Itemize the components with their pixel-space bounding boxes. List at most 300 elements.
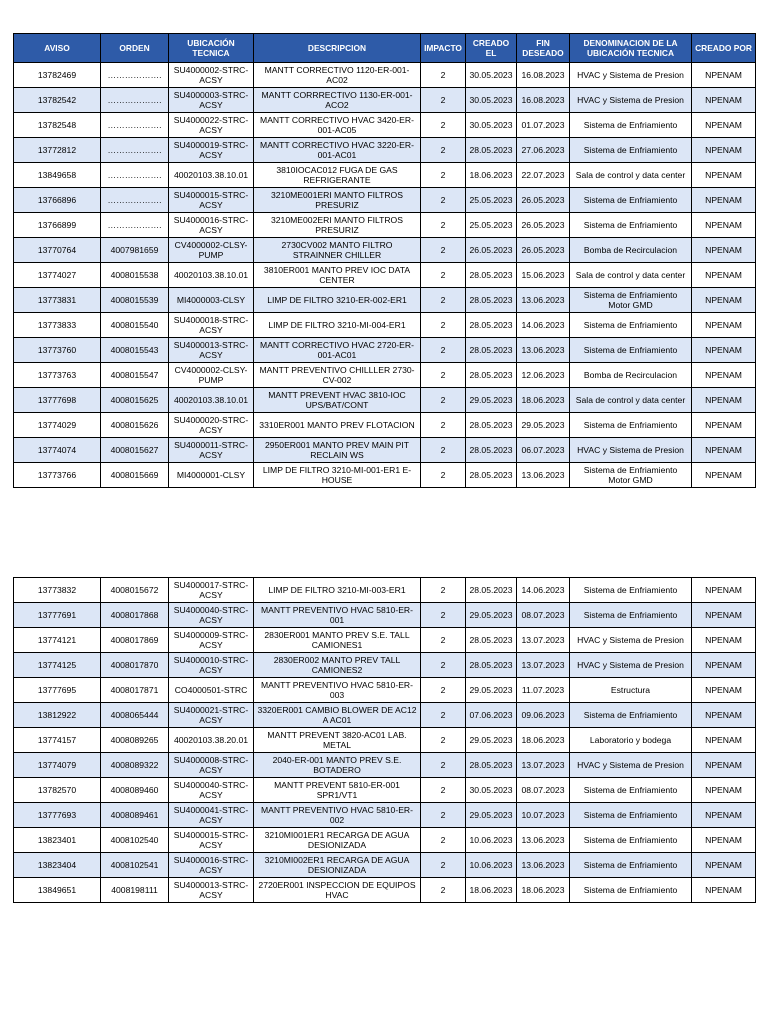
cell-denominacion: Sala de control y data center (570, 163, 692, 188)
table-row (14, 213, 756, 238)
cell-impacto: 2 (421, 753, 466, 778)
cell-creado-el: 28.05.2023 (466, 628, 517, 653)
cell-creado-por: NPENAM (692, 88, 756, 113)
cell-ubicacion-tecnica: SU4000040-STRC-ACSY (169, 778, 254, 803)
cell-creado-el: 28.05.2023 (466, 363, 517, 388)
cell-aviso: 13774125 (14, 653, 101, 678)
table-row (14, 438, 756, 463)
cell-creado-por: NPENAM (692, 63, 756, 88)
table-row (14, 778, 756, 803)
cell-orden: 4008017870 (101, 653, 169, 678)
cell-creado-el: 28.05.2023 (466, 288, 517, 313)
cell-creado-por: NPENAM (692, 113, 756, 138)
cell-creado-el: 28.05.2023 (466, 438, 517, 463)
cell-impacto: 2 (421, 338, 466, 363)
table-row (14, 678, 756, 703)
cell-orden: ………………. (101, 188, 169, 213)
table-row (14, 113, 756, 138)
cell-ubicacion-tecnica: SU4000013-STRC-ACSY (169, 338, 254, 363)
cell-denominacion: Sistema de Enfriamiento (570, 413, 692, 438)
cell-orden: 4008015543 (101, 338, 169, 363)
cell-descripcion: MANTT PREVENT 5810-ER-001 SPR1/VT1 (254, 778, 421, 803)
table-header-row (14, 34, 756, 63)
cell-creado-el: 29.05.2023 (466, 388, 517, 413)
cell-descripcion: LIMP DE FILTRO 3210-ER-002-ER1 (254, 288, 421, 313)
cell-fin-deseado: 12.06.2023 (517, 363, 570, 388)
cell-denominacion: Bomba de Recirculacion (570, 238, 692, 263)
cell-aviso: 13849658 (14, 163, 101, 188)
cell-ubicacion-tecnica: SU4000018-STRC-ACSY (169, 313, 254, 338)
cell-descripcion: MANTT PREVENT HVAC 3810-IOC UPS/BAT/CONT (254, 388, 421, 413)
cell-aviso: 13766899 (14, 213, 101, 238)
cell-descripcion: 3810ER001 MANTO PREV IOC DATA CENTER (254, 263, 421, 288)
cell-orden: 4008198111 (101, 878, 169, 903)
cell-descripcion: MANTT PREVENTIVO HVAC 5810-ER-002 (254, 803, 421, 828)
cell-aviso: 13774027 (14, 263, 101, 288)
cell-descripcion: 3320ER001 CAMBIO BLOWER DE AC12 A AC01 (254, 703, 421, 728)
table-body-2 (14, 578, 756, 903)
cell-denominacion: Sistema de Enfriamiento (570, 878, 692, 903)
cell-denominacion: HVAC y Sistema de Presion (570, 628, 692, 653)
cell-ubicacion-tecnica: 40020103.38.10.01 (169, 388, 254, 413)
cell-impacto: 2 (421, 878, 466, 903)
cell-descripcion: 2040-ER-001 MANTO PREV S.E. BOTADERO (254, 753, 421, 778)
cell-creado-el: 30.05.2023 (466, 778, 517, 803)
cell-fin-deseado: 13.07.2023 (517, 653, 570, 678)
cell-aviso: 13766896 (14, 188, 101, 213)
table-row (14, 703, 756, 728)
table-row (14, 463, 756, 488)
cell-fin-deseado: 13.06.2023 (517, 288, 570, 313)
header-fin-deseado: FIN DESEADO (517, 34, 570, 63)
table-row (14, 288, 756, 313)
cell-fin-deseado: 22.07.2023 (517, 163, 570, 188)
cell-aviso: 13773831 (14, 288, 101, 313)
cell-denominacion: Sistema de Enfriamiento (570, 578, 692, 603)
cell-fin-deseado: 13.07.2023 (517, 628, 570, 653)
cell-creado-por: NPENAM (692, 603, 756, 628)
cell-ubicacion-tecnica: SU4000019-STRC-ACSY (169, 138, 254, 163)
cell-aviso: 13773766 (14, 463, 101, 488)
cell-creado-el: 28.05.2023 (466, 578, 517, 603)
cell-descripcion: 2950ER001 MANTO PREV MAIN PIT RECLAIN WS (254, 438, 421, 463)
cell-creado-el: 30.05.2023 (466, 88, 517, 113)
cell-impacto: 2 (421, 213, 466, 238)
cell-descripcion: MANTT PREVENT 3820-AC01 LAB. METAL (254, 728, 421, 753)
cell-creado-el: 26.05.2023 (466, 238, 517, 263)
table-row (14, 188, 756, 213)
cell-creado-el: 28.05.2023 (466, 138, 517, 163)
cell-denominacion: Sistema de Enfriamiento (570, 828, 692, 853)
table-row (14, 363, 756, 388)
cell-aviso: 13849651 (14, 878, 101, 903)
cell-orden: ………………. (101, 213, 169, 238)
cell-descripcion: MANTT CORRECTIVO HVAC 3420-ER-001-AC05 (254, 113, 421, 138)
table-row (14, 728, 756, 753)
cell-impacto: 2 (421, 313, 466, 338)
cell-denominacion: Bomba de Recirculacion (570, 363, 692, 388)
cell-aviso: 13812922 (14, 703, 101, 728)
cell-creado-por: NPENAM (692, 578, 756, 603)
cell-creado-por: NPENAM (692, 463, 756, 488)
cell-creado-por: NPENAM (692, 313, 756, 338)
cell-ubicacion-tecnica: SU4000016-STRC-ACSY (169, 213, 254, 238)
cell-descripcion: 2830ER001 MANTO PREV S.E. TALL CAMIONES1 (254, 628, 421, 653)
cell-ubicacion-tecnica: MI4000003-CLSY (169, 288, 254, 313)
cell-aviso: 13774079 (14, 753, 101, 778)
cell-creado-por: NPENAM (692, 678, 756, 703)
cell-ubicacion-tecnica: SU4000009-STRC-ACSY (169, 628, 254, 653)
cell-fin-deseado: 15.06.2023 (517, 263, 570, 288)
cell-creado-por: NPENAM (692, 438, 756, 463)
cell-ubicacion-tecnica: SU4000041-STRC-ACSY (169, 803, 254, 828)
table-row (14, 413, 756, 438)
cell-fin-deseado: 26.05.2023 (517, 188, 570, 213)
cell-orden: 4008015669 (101, 463, 169, 488)
cell-descripcion: LIMP DE FILTRO 3210-MI-003-ER1 (254, 578, 421, 603)
cell-descripcion: 3210MI002ER1 RECARGA DE AGUA DESIONIZADA (254, 853, 421, 878)
cell-descripcion: 3310ER001 MANTO PREV FLOTACION (254, 413, 421, 438)
cell-ubicacion-tecnica: 40020103.38.10.01 (169, 263, 254, 288)
table-row (14, 603, 756, 628)
cell-ubicacion-tecnica: SU4000015-STRC-ACSY (169, 188, 254, 213)
cell-orden: 4008015547 (101, 363, 169, 388)
cell-ubicacion-tecnica: SU4000011-STRC-ACSY (169, 438, 254, 463)
cell-ubicacion-tecnica: SU4000021-STRC-ACSY (169, 703, 254, 728)
cell-impacto: 2 (421, 803, 466, 828)
header-ubicacion-tecnica: UBICACIÓN TECNICA (169, 34, 254, 63)
table-row (14, 163, 756, 188)
cell-creado-el: 29.05.2023 (466, 728, 517, 753)
cell-creado-el: 28.05.2023 (466, 463, 517, 488)
cell-aviso: 13823401 (14, 828, 101, 853)
cell-orden: ………………. (101, 113, 169, 138)
table-row (14, 653, 756, 678)
cell-aviso: 13782570 (14, 778, 101, 803)
cell-creado-por: NPENAM (692, 778, 756, 803)
table-row (14, 263, 756, 288)
cell-impacto: 2 (421, 438, 466, 463)
cell-orden: 4008015672 (101, 578, 169, 603)
cell-creado-por: NPENAM (692, 138, 756, 163)
cell-creado-por: NPENAM (692, 753, 756, 778)
header-descripcion: DESCRIPCION (254, 34, 421, 63)
cell-aviso: 13772812 (14, 138, 101, 163)
table-row (14, 138, 756, 163)
cell-fin-deseado: 11.07.2023 (517, 678, 570, 703)
cell-fin-deseado: 18.06.2023 (517, 878, 570, 903)
cell-impacto: 2 (421, 388, 466, 413)
cell-denominacion: HVAC y Sistema de Presion (570, 653, 692, 678)
cell-fin-deseado: 27.06.2023 (517, 138, 570, 163)
cell-fin-deseado: 26.05.2023 (517, 213, 570, 238)
cell-descripcion: MANTT PREVENTIVO CHILLLER 2730-CV-002 (254, 363, 421, 388)
cell-aviso: 13774074 (14, 438, 101, 463)
cell-fin-deseado: 16.08.2023 (517, 88, 570, 113)
cell-aviso: 13777698 (14, 388, 101, 413)
cell-creado-el: 29.05.2023 (466, 803, 517, 828)
cell-impacto: 2 (421, 63, 466, 88)
cell-ubicacion-tecnica: 40020103.38.20.01 (169, 728, 254, 753)
cell-creado-el: 30.05.2023 (466, 113, 517, 138)
cell-impacto: 2 (421, 163, 466, 188)
cell-creado-por: NPENAM (692, 213, 756, 238)
cell-fin-deseado: 08.07.2023 (517, 778, 570, 803)
cell-impacto: 2 (421, 678, 466, 703)
cell-descripcion: 2720ER001 INSPECCION DE EQUIPOS HVAC (254, 878, 421, 903)
cell-denominacion: HVAC y Sistema de Presion (570, 753, 692, 778)
header-denominacion: DENOMINACION DE LA UBICACIÓN TECNICA (570, 34, 692, 63)
table-row (14, 828, 756, 853)
cell-denominacion: HVAC y Sistema de Presion (570, 438, 692, 463)
cell-fin-deseado: 14.06.2023 (517, 578, 570, 603)
cell-orden: 4008017871 (101, 678, 169, 703)
cell-denominacion: Sistema de Enfriamiento (570, 313, 692, 338)
cell-creado-por: NPENAM (692, 263, 756, 288)
cell-fin-deseado: 13.07.2023 (517, 753, 570, 778)
cell-aviso: 13770764 (14, 238, 101, 263)
cell-orden: ………………. (101, 63, 169, 88)
cell-creado-el: 28.05.2023 (466, 413, 517, 438)
table-row (14, 753, 756, 778)
cell-ubicacion-tecnica: SU4000016-STRC-ACSY (169, 853, 254, 878)
cell-creado-por: NPENAM (692, 853, 756, 878)
cell-aviso: 13782548 (14, 113, 101, 138)
cell-aviso: 13782542 (14, 88, 101, 113)
cell-denominacion: Sistema de Enfriamiento (570, 853, 692, 878)
header-creado-por: CREADO POR (692, 34, 756, 63)
work-orders-table-1 (13, 33, 756, 488)
cell-descripcion: MANTT CORRRECTIVO 1130-ER-001-ACO2 (254, 88, 421, 113)
cell-aviso: 13777691 (14, 603, 101, 628)
cell-creado-el: 18.06.2023 (466, 878, 517, 903)
table-row (14, 388, 756, 413)
cell-ubicacion-tecnica: CV4000002-CLSY-PUMP (169, 238, 254, 263)
cell-descripcion: 3210ME002ERI MANTO FILTROS PRESURIZ (254, 213, 421, 238)
cell-creado-por: NPENAM (692, 878, 756, 903)
cell-denominacion: Sistema de Enfriamiento (570, 138, 692, 163)
cell-impacto: 2 (421, 238, 466, 263)
cell-denominacion: Sistema de Enfriamiento (570, 338, 692, 363)
cell-denominacion: Sistema de Enfriamiento (570, 778, 692, 803)
cell-orden: ………………. (101, 88, 169, 113)
cell-creado-el: 18.06.2023 (466, 163, 517, 188)
cell-creado-el: 29.05.2023 (466, 603, 517, 628)
cell-fin-deseado: 06.07.2023 (517, 438, 570, 463)
cell-impacto: 2 (421, 88, 466, 113)
cell-aviso: 13774121 (14, 628, 101, 653)
cell-fin-deseado: 14.06.2023 (517, 313, 570, 338)
cell-creado-por: NPENAM (692, 728, 756, 753)
cell-creado-el: 28.05.2023 (466, 653, 517, 678)
header-aviso: AVISO (14, 34, 101, 63)
cell-descripcion: MANTT PREVENTIVO HVAC 5810-ER-001 (254, 603, 421, 628)
table-body-1 (14, 63, 756, 488)
cell-orden: 4008015538 (101, 263, 169, 288)
cell-creado-por: NPENAM (692, 413, 756, 438)
cell-denominacion: Sistema de Enfriamiento (570, 213, 692, 238)
cell-denominacion: Sala de control y data center (570, 388, 692, 413)
cell-impacto: 2 (421, 263, 466, 288)
table-row (14, 628, 756, 653)
cell-ubicacion-tecnica: SU4000020-STRC-ACSY (169, 413, 254, 438)
cell-ubicacion-tecnica: CO4000501-STRC (169, 678, 254, 703)
cell-creado-por: NPENAM (692, 188, 756, 213)
cell-descripcion: MANTT CORRECTIVO HVAC 2720-ER-001-AC01 (254, 338, 421, 363)
cell-orden: 4008017868 (101, 603, 169, 628)
cell-fin-deseado: 01.07.2023 (517, 113, 570, 138)
cell-impacto: 2 (421, 853, 466, 878)
cell-creado-por: NPENAM (692, 703, 756, 728)
cell-orden: 4007981659 (101, 238, 169, 263)
header-creado-el: CREADO EL (466, 34, 517, 63)
cell-aviso: 13777693 (14, 803, 101, 828)
cell-creado-el: 28.05.2023 (466, 338, 517, 363)
cell-fin-deseado: 16.08.2023 (517, 63, 570, 88)
cell-ubicacion-tecnica: SU4000015-STRC-ACSY (169, 828, 254, 853)
work-orders-table-2 (13, 577, 756, 903)
cell-descripcion: MANTT CORRECTIVO HVAC 3220-ER-001-AC01 (254, 138, 421, 163)
cell-impacto: 2 (421, 363, 466, 388)
cell-denominacion: Laboratorio y bodega (570, 728, 692, 753)
cell-descripcion: 3210MI001ER1 RECARGA DE AGUA DESIONIZADA (254, 828, 421, 853)
cell-impacto: 2 (421, 413, 466, 438)
cell-fin-deseado: 08.07.2023 (517, 603, 570, 628)
table-row (14, 88, 756, 113)
cell-impacto: 2 (421, 188, 466, 213)
cell-orden: ………………. (101, 163, 169, 188)
cell-ubicacion-tecnica: 40020103.38.10.01 (169, 163, 254, 188)
cell-ubicacion-tecnica: SU4000013-STRC-ACSY (169, 878, 254, 903)
cell-creado-el: 07.06.2023 (466, 703, 517, 728)
header-impacto: IMPACTO (421, 34, 466, 63)
cell-ubicacion-tecnica: SU4000040-STRC-ACSY (169, 603, 254, 628)
cell-denominacion: Sistema de Enfriamiento (570, 188, 692, 213)
cell-fin-deseado: 13.06.2023 (517, 828, 570, 853)
cell-impacto: 2 (421, 778, 466, 803)
cell-aviso: 13774157 (14, 728, 101, 753)
cell-fin-deseado: 26.05.2023 (517, 238, 570, 263)
cell-ubicacion-tecnica: SU4000003-STRC-ACSY (169, 88, 254, 113)
cell-descripcion: 3810IOCAC012 FUGA DE GAS REFRIGERANTE (254, 163, 421, 188)
cell-descripcion: LIMP DE FILTRO 3210-MI-001-ER1 E-HOUSE (254, 463, 421, 488)
cell-descripcion: 2830ER002 MANTO PREV TALL CAMIONES2 (254, 653, 421, 678)
cell-creado-por: NPENAM (692, 628, 756, 653)
cell-denominacion: HVAC y Sistema de Presion (570, 88, 692, 113)
cell-fin-deseado: 13.06.2023 (517, 338, 570, 363)
cell-aviso: 13774029 (14, 413, 101, 438)
cell-impacto: 2 (421, 288, 466, 313)
cell-fin-deseado: 29.05.2023 (517, 413, 570, 438)
table-row (14, 63, 756, 88)
cell-creado-por: NPENAM (692, 163, 756, 188)
cell-creado-el: 10.06.2023 (466, 828, 517, 853)
cell-orden: 4008015627 (101, 438, 169, 463)
cell-orden: 4008015539 (101, 288, 169, 313)
cell-creado-por: NPENAM (692, 288, 756, 313)
cell-ubicacion-tecnica: CV4000002-CLSY-PUMP (169, 363, 254, 388)
cell-creado-el: 29.05.2023 (466, 678, 517, 703)
cell-creado-por: NPENAM (692, 828, 756, 853)
cell-orden: 4008102540 (101, 828, 169, 853)
cell-impacto: 2 (421, 463, 466, 488)
cell-impacto: 2 (421, 728, 466, 753)
cell-aviso: 13782469 (14, 63, 101, 88)
cell-orden: ………………. (101, 138, 169, 163)
cell-orden: 4008089265 (101, 728, 169, 753)
cell-aviso: 13823404 (14, 853, 101, 878)
cell-fin-deseado: 18.06.2023 (517, 388, 570, 413)
cell-creado-por: NPENAM (692, 338, 756, 363)
cell-aviso: 13773832 (14, 578, 101, 603)
cell-fin-deseado: 18.06.2023 (517, 728, 570, 753)
cell-creado-el: 28.05.2023 (466, 753, 517, 778)
cell-orden: 4008089461 (101, 803, 169, 828)
cell-aviso: 13777695 (14, 678, 101, 703)
cell-denominacion: Sistema de Enfriamiento (570, 113, 692, 138)
cell-fin-deseado: 09.06.2023 (517, 703, 570, 728)
cell-orden: 4008015626 (101, 413, 169, 438)
table-row (14, 853, 756, 878)
cell-denominacion: Sistema de Enfriamiento Motor GMD (570, 288, 692, 313)
cell-impacto: 2 (421, 603, 466, 628)
cell-creado-el: 25.05.2023 (466, 213, 517, 238)
cell-aviso: 13773763 (14, 363, 101, 388)
cell-denominacion: Sistema de Enfriamiento (570, 603, 692, 628)
cell-orden: 4008089460 (101, 778, 169, 803)
cell-aviso: 13773833 (14, 313, 101, 338)
cell-creado-por: NPENAM (692, 238, 756, 263)
cell-denominacion: Estructura (570, 678, 692, 703)
cell-orden: 4008065444 (101, 703, 169, 728)
cell-creado-el: 28.05.2023 (466, 263, 517, 288)
cell-denominacion: Sistema de Enfriamiento Motor GMD (570, 463, 692, 488)
cell-descripcion: LIMP DE FILTRO 3210-MI-004-ER1 (254, 313, 421, 338)
cell-creado-por: NPENAM (692, 388, 756, 413)
cell-denominacion: Sistema de Enfriamiento (570, 703, 692, 728)
cell-descripcion: 2730CV002 MANTO FILTRO STRAINNER CHILLER (254, 238, 421, 263)
table-row (14, 313, 756, 338)
table-row (14, 338, 756, 363)
cell-descripcion: MANTT PREVENTIVO HVAC 5810-ER-003 (254, 678, 421, 703)
table-row (14, 803, 756, 828)
cell-creado-por: NPENAM (692, 653, 756, 678)
cell-orden: 4008089322 (101, 753, 169, 778)
cell-impacto: 2 (421, 628, 466, 653)
cell-impacto: 2 (421, 113, 466, 138)
cell-denominacion: HVAC y Sistema de Presion (570, 63, 692, 88)
cell-creado-el: 10.06.2023 (466, 853, 517, 878)
cell-fin-deseado: 13.06.2023 (517, 853, 570, 878)
cell-creado-por: NPENAM (692, 803, 756, 828)
cell-impacto: 2 (421, 653, 466, 678)
cell-creado-por: NPENAM (692, 363, 756, 388)
cell-creado-el: 28.05.2023 (466, 313, 517, 338)
cell-orden: 4008015540 (101, 313, 169, 338)
cell-fin-deseado: 13.06.2023 (517, 463, 570, 488)
cell-impacto: 2 (421, 138, 466, 163)
header-orden: ORDEN (101, 34, 169, 63)
cell-descripcion: MANTT CORRECTIVO 1120-ER-001-AC02 (254, 63, 421, 88)
cell-orden: 4008017869 (101, 628, 169, 653)
cell-orden: 4008015625 (101, 388, 169, 413)
cell-creado-el: 25.05.2023 (466, 188, 517, 213)
cell-ubicacion-tecnica: SU4000010-STRC-ACSY (169, 653, 254, 678)
table-row (14, 238, 756, 263)
cell-aviso: 13773760 (14, 338, 101, 363)
cell-ubicacion-tecnica: SU4000022-STRC-ACSY (169, 113, 254, 138)
cell-orden: 4008102541 (101, 853, 169, 878)
